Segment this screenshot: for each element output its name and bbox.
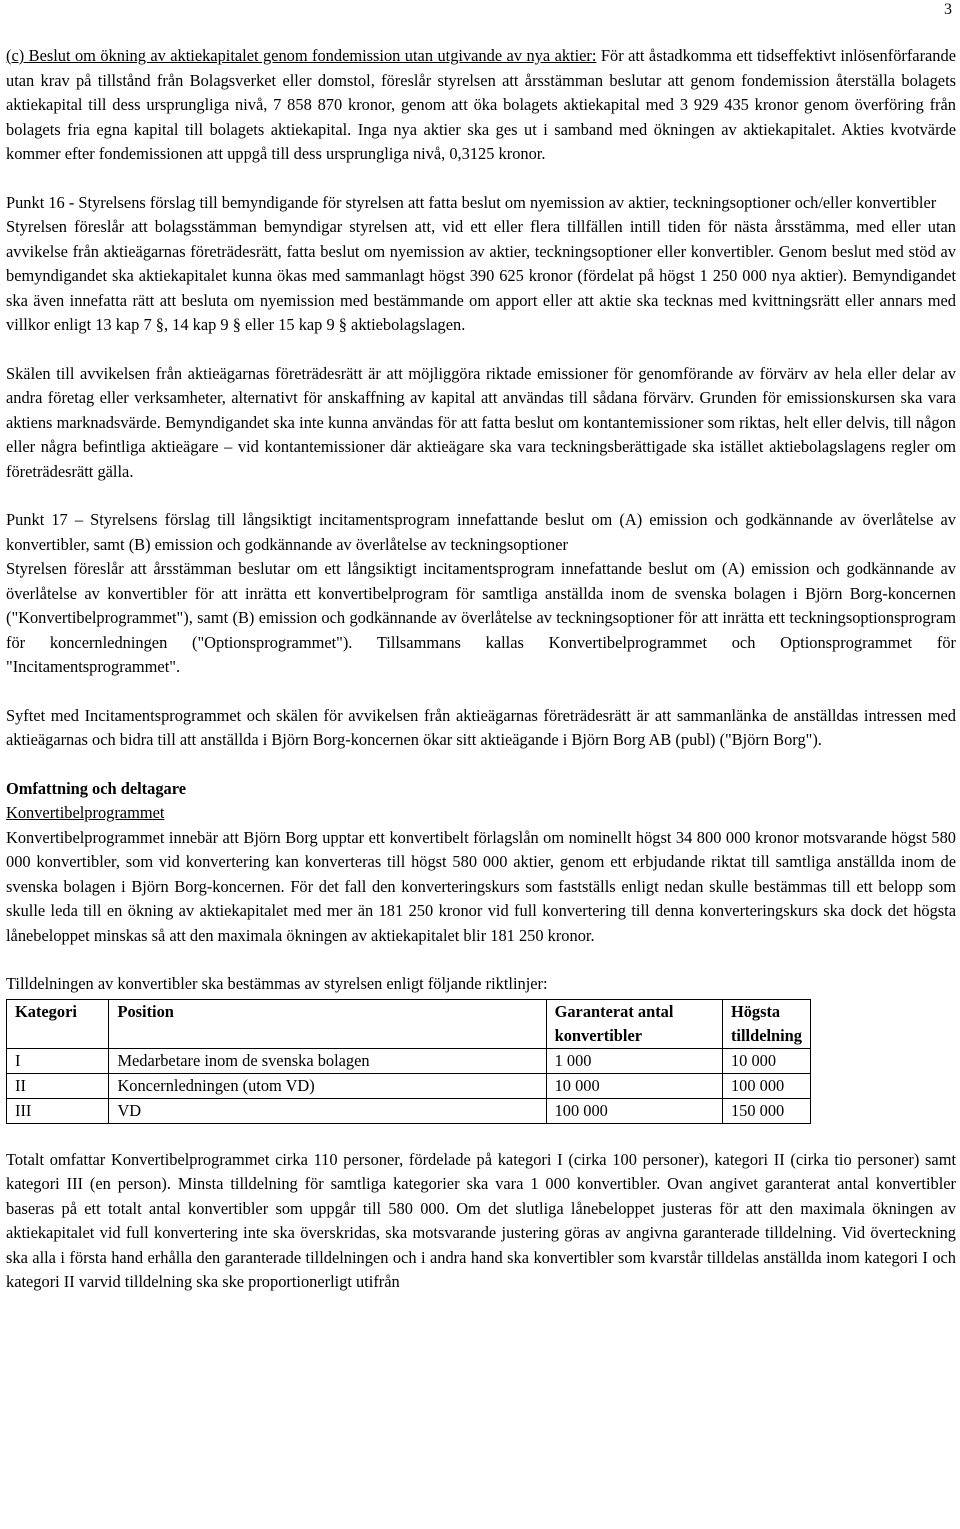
- table-row: [7, 1048, 811, 1073]
- header-position: Position: [109, 999, 546, 1048]
- scope-heading: Omfattning och deltagare: [6, 778, 186, 798]
- section-c-paragraph: [6, 44, 956, 167]
- closing-paragraph: Totalt omfattar Konvertibelprogrammet cirka 110 personer, fördelade på kategori I (cirka 100 personer), kategori II (cirka tio personer) samt kategori III (en person). Minsta tilldelning för samtliga kategorier ska vara 1 000 konvertibler. Ovan angivet garanterat antal konvertibler baseras på ett totalt antal konvertibler som uppgår till 580 000. Om det slutliga lånebeloppet justeras för att den maximala ökningen av aktiekapitalet vid full konvertering inte ska överskridas, ska motsvarande justering göras av angivna garanterade tilldelning. Vid överteckning ska alla i första hand erhålla den garanterade tilldelningen och i andra hand ska konvertibler som kvarstår tilldelas anställda inom kategori I och kategori II varvid tilldelning ska ske proportionerligt utifrån: [6, 1149, 956, 1291]
- cell-kategori: I: [7, 1048, 109, 1073]
- cell-hogsta: 10 000: [722, 1048, 810, 1073]
- table-row: [7, 1098, 811, 1123]
- punkt17-body-1: Styrelsen föreslår att årsstämman beslutar om ett långsiktigt incitamentsprogram innefattande beslut om (A) emission och godkännande av överlåtelse av konvertibler för att inrätta ett konvertibelprogram för samtliga anställda inom de svenska bolagen i Björn Borg-koncernen ("Konvertibelprogrammet"), samt (B) emission och godkännande av överlåtelse av teckningsoptioner för att inrätta ett teckningsoptionsprogram för koncernledningen ("Optionsprogrammet"). Tillsammans kallas Konvertibelprogrammet och Optionsprogrammet för "Incitamentsprogrammet".: [6, 559, 956, 676]
- cell-garanterat: 100 000: [546, 1098, 722, 1123]
- cell-hogsta: 100 000: [722, 1073, 810, 1098]
- header-garanterat: Garanterat antal konvertibler: [546, 999, 722, 1048]
- cell-position: Medarbetare inom de svenska bolagen: [109, 1048, 546, 1073]
- cell-hogsta: 150 000: [722, 1098, 810, 1123]
- section-c-body: För att åstadkomma ett tidseffektivt inlösenförfarande utan krav på tillstånd från Bolagsverket eller domstol, föreslår styrelsen att årsstämman beslutar att genom fondemission återställa bolagets aktiekapital till dess ursprungliga nivå, 7 858 870 kronor, genom att öka bolagets aktiekapital med 3 929 435 kronor genom överföring från bolagets fria egna kapital till bolagets aktiekapital. Inga nya aktier ska ges ut i samband med ökningen av aktiekapitalet. Akties kvotvärde kommer efter fondemissionen att uppgå till dess ursprungliga nivå, 0,3125 kronor.: [6, 46, 956, 163]
- section-c-heading: (c) Beslut om ökning av aktiekapitalet genom fondemission utan utgivande av nya aktier:: [6, 46, 597, 65]
- table-row: [7, 1073, 811, 1098]
- punkt16-body-1: Styrelsen föreslår att bolagsstämman bemyndigar styrelsen att, vid ett eller flera tillfällen intill tiden för nästa årsstämma, med eller utan avvikelse från aktieägarnas företrädesrätt, fatta beslut om nyemission av aktier, teckningsoptioner eller konvertibler. Genom beslut med stöd av bemyndigandet ska aktiekapitalet kunna ökas med sammanlagt högst 390 625 kronor (fördelat på högst 1 250 000 nya aktier). Bemyndigandet ska även innefatta rätt att besluta om nyemission med bestämmande om apport eller att aktie ska tecknas med kvittningsrätt eller annars med villkor enligt 13 kap 7 §, 14 kap 9 § eller 15 kap 9 § aktiebolagslagen.: [6, 217, 956, 334]
- scope-subheading: Konvertibelprogrammet: [6, 803, 165, 822]
- cell-position: Koncernledningen (utom VD): [109, 1073, 546, 1098]
- cell-position: VD: [109, 1098, 546, 1123]
- punkt17-body-2: Syftet med Incitamentsprogrammet och skälen för avvikelsen från aktieägarnas företrädesrätt är att sammanlänka de anställdas intressen med aktieägarnas och bidra till att anställda i Björn Borg-koncernen ökar sitt aktieägande i Björn Borg AB (publ) ("Björn Borg").: [6, 705, 956, 749]
- header-hogsta: Högsta tilldelning: [722, 999, 810, 1048]
- table-header-row: [7, 999, 811, 1048]
- table-intro: Tilldelningen av konvertibler ska bestämmas av styrelsen enligt följande riktlinjer:: [6, 974, 548, 993]
- document-body: [6, 44, 956, 1295]
- header-kategori: Kategori: [7, 999, 109, 1048]
- punkt17-heading: Punkt 17 – Styrelsens förslag till långsiktigt incitamentsprogram innefattande beslut om (A) emission och godkännande av överlåtelse av konvertibler, samt (B) emission och godkännande av överlåtelse av teckningsoptioner: [6, 510, 956, 554]
- scope-body: Konvertibelprogrammet innebär att Björn Borg upptar ett konvertibelt förlagslån om nominellt högst 34 800 000 kronor motsvarande högst 580 000 konvertibler, som vid konvertering kan konverteras till högst 580 000 aktier, genom ett erbjudande riktat till samtliga anställda inom de svenska bolagen i Björn Borg-koncernen. För det fall den konverteringskurs som fastställs enligt nedan skulle bestämmas till ett belopp som skulle leda till en ökning av aktiekapitalet med mer än 181 250 kronor vid full konvertering till denna konverteringskurs ska dock det högsta lånebeloppet minskas så att den maximala ökningen av aktiekapitalet blir 181 250 kronor.: [6, 827, 956, 945]
- allocation-table: [6, 999, 811, 1124]
- cell-kategori: III: [7, 1098, 109, 1123]
- punkt16-body-2: Skälen till avvikelsen från aktieägarnas företrädesrätt är att möjliggöra riktade emissioner för genomförande av förvärv av hela eller delar av andra företag eller verksamheter, alternativt för anskaffning av kapital att användas till sådana förvärv. Grunden för emissionskursen ska vara aktiens marknadsvärde. Bemyndigandet ska inte kunna användas för att fatta beslut om kontantemissioner som riktas, helt eller delvis, till någon eller några befintliga aktieägare – vid kontantemissioner där aktieägare ska vara teckningsberättigade ska istället aktiebolagslagens regler om företrädesrätt gälla.: [6, 363, 956, 481]
- punkt16-heading: Punkt 16 - Styrelsens förslag till bemyndigande för styrelsen att fatta beslut om nyemission av aktier, teckningsoptioner och/eller konvertibler: [6, 192, 937, 212]
- cell-garanterat: 1 000: [546, 1048, 722, 1073]
- cell-kategori: II: [7, 1073, 109, 1098]
- page-number: 3: [944, 1, 952, 18]
- cell-garanterat: 10 000: [546, 1073, 722, 1098]
